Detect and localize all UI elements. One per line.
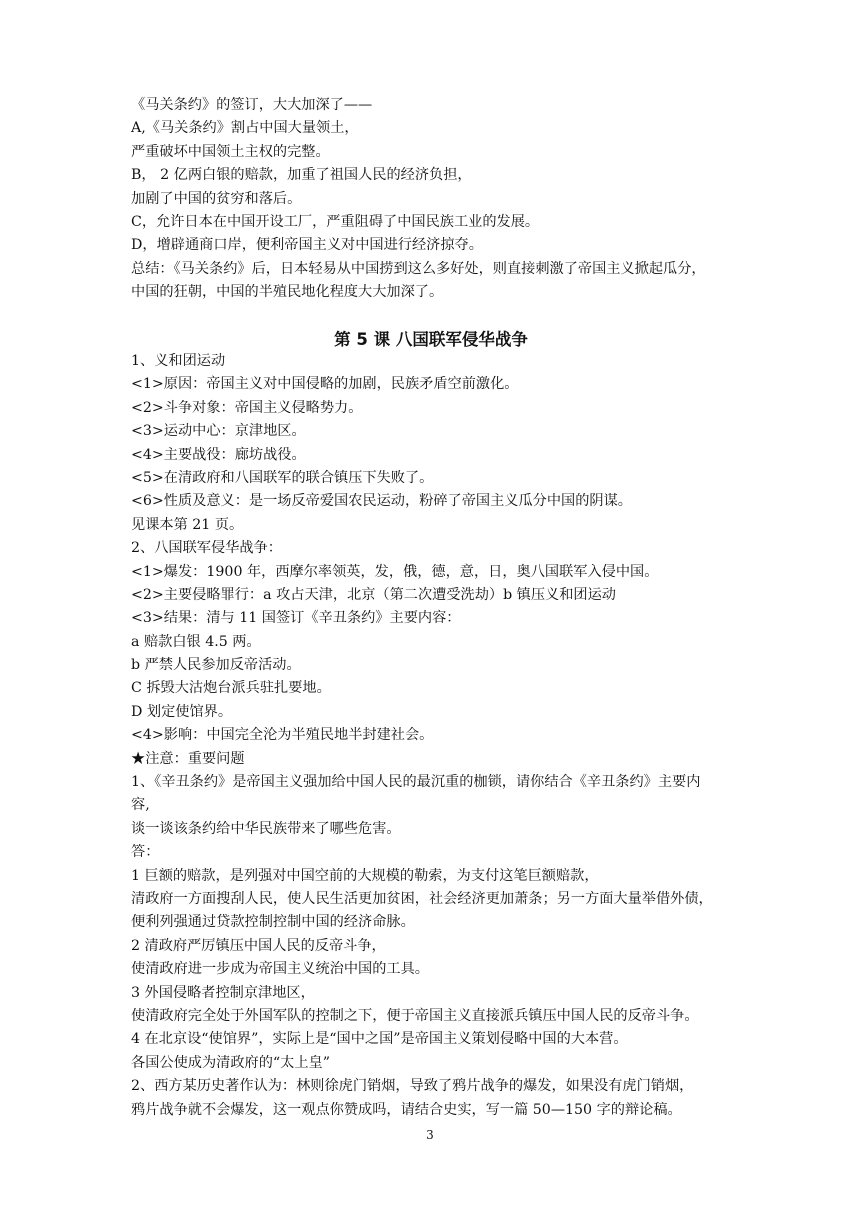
text-line: <3>结果：清与 11 国签订《辛丑条约》主要内容： [131,610,461,627]
text-line: 使清政府进一步成为帝国主义统治中国的工具。 [131,961,429,978]
text-line: 2 清政府严厉镇压中国人民的反帝斗争， [131,937,386,954]
text-line: C，允许日本在中国开设工厂，严重阻碍了中国民族工业的发展。 [131,213,540,230]
text-line: A,《马关条约》割占中国大量领土， [131,120,359,137]
text-line: 总结：《马关条约》后，日本轻易从中国捞到这么多好处，则直接刺激了帝国主义掀起瓜分， [131,260,706,277]
text-line: 严重破坏中国领土主权的完整。 [131,143,330,160]
text-line: C 拆毁大沽炮台派兵驻扎要地。 [131,680,331,697]
text-line: 《马关条约》的签订，大大加深了—— [131,97,373,113]
text-line: 4 在北京设“使馆界”，实际上是“国中之国”是帝国主义策划侵略中国的大本营。 [131,1031,628,1048]
text-line: <1>爆发：1900 年，西摩尔率领英，发，俄，德，意，日，奥八国联军入侵中国。 [131,563,659,580]
page-number: 3 [426,1128,434,1142]
text-line: b 严禁人民参加反帝活动。 [131,657,301,674]
text-line: a 赔款白银 4.5 两。 [131,633,261,650]
text-line: <5>在清政府和八国联军的联合镇压下失败了。 [131,469,434,486]
text-line: 2、八国联军侵华战争： [131,540,282,557]
treaty-impact-section [131,94,731,305]
lesson-title: 第 5 课 八国联军侵华战争 [334,330,528,349]
text-line: <2>主要侵略罪行：a 攻占天津，北京（第二次遭受洗劫）b 镇压义和团运动 [131,586,616,603]
text-line: <6>性质及意义：是一场反帝爱国农民运动，粉碎了帝国主义瓜分中国的阴谋。 [131,493,632,510]
text-line: <2>斗争对象：帝国主义侵略势力。 [131,399,363,416]
text-line: 使清政府完全处于外国军队的控制之下，便于帝国主义直接派兵镇压中国人民的反帝斗争。 [131,1007,699,1024]
text-line: 答： [131,844,160,861]
text-line: 1、《辛丑条约》是帝国主义强加给中国人民的最沉重的枷锁，请你结合《辛丑条约》主要内 [131,774,701,791]
text-line: 鸦片战争就不会爆发，这一观点你赞成吗，请结合史实，写一篇 50—150 字的辩论稿。 [131,1101,682,1118]
text-line: <4>主要战役：廊坊战役。 [131,446,306,463]
text-line: B， 2 亿两白银的赔款，加重了祖国人民的经济负担， [131,167,472,184]
text-line: 谈一谈该条约给中华民族带来了哪些危害。 [131,820,401,837]
text-line: 中国的狂朝，中国的半殖民地化程度大大加深了。 [131,284,444,301]
text-line: D，增辟通商口岸，便利帝国主义对中国进行经济掠夺。 [131,237,483,254]
text-line: 清政府一方面搜刮人民，使人民生活更加贫困，社会经济更加萧条；另一方面大量举借外债， [131,890,713,907]
text-line: 1、义和团运动 [131,353,226,369]
text-line: 便利列强通过贷款控制控制中国的经济命脉。 [131,914,415,931]
text-line: <3>运动中心：京津地区。 [131,423,306,440]
text-line: ★注意：重要问题 [131,750,245,767]
text-line: 2、西方某历史著作认为：林则徐虎门销烟，导致了鸦片战争的爆发，如果没有虎门销烟， [131,1078,694,1095]
text-line: 容, [131,797,150,814]
text-line: <1>原因：帝国主义对中国侵略的加剧，民族矛盾空前激化。 [131,376,519,393]
text-line: 加剧了中国的贫穷和落后。 [131,190,302,207]
text-line: 见课本第 21 页。 [131,516,244,533]
lesson-5-content [131,350,731,1122]
text-line: <4>影响：中国完全沦为半殖民地半封建社会。 [131,727,434,744]
text-line: D 划定使馆界。 [131,703,233,720]
text-line: 3 外国侵略者控制京津地区， [131,984,315,1001]
text-line: 1 巨额的赔款，是列强对中国空前的大规模的勒索，为支付这笔巨额赔款， [131,867,599,884]
text-line: 各国公使成为清政府的“太上皇” [131,1054,330,1071]
